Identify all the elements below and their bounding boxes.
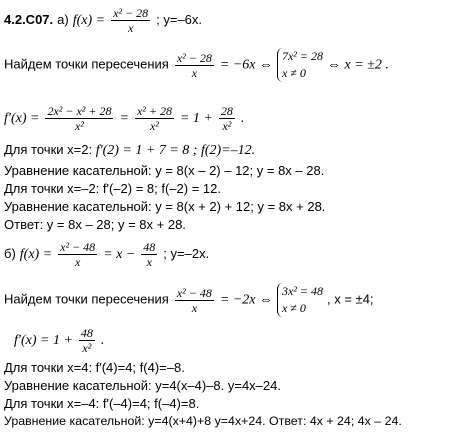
eq-fraction-b: $\frac{\text{x² − 48}}{x}$ xyxy=(176,285,212,315)
tangent1-a: Уравнение касательной: y = 8(x – 2) – 12; y = 8x – 28. xyxy=(4,163,325,178)
system-result: ⇔ x = ±2 . xyxy=(327,57,389,73)
tangent1-b: Уравнение касательной: y=4(x–4)–8. y=4x–24. xyxy=(4,378,281,393)
part-a-header xyxy=(4,6,202,35)
intersection-text: Найдем точки пересечения xyxy=(4,56,169,72)
equation-system: 7x² = 28 x ≠ 0 xyxy=(277,48,323,82)
equation-system-b: 3x² = 48 x ≠ 0 xyxy=(277,283,323,317)
point2-b: Для точки x=–4: f'(–4)=4; f(–4)=8. xyxy=(4,396,200,411)
deriv-frac-b: $\frac{48}{\text{x²}}$ xyxy=(80,326,93,355)
deriv-lhs: f′(x) = xyxy=(4,111,40,127)
point2-a: Для точки x=–2: f'(–2) = 8; f(–2) = 12. xyxy=(4,181,222,196)
point1-b: Для точки x=4: f′(4)=4; f(4)=–8. xyxy=(4,360,185,375)
derivative-row-b: f′(x) = 1 + $\frac{48}{\text{x²}}$ . xyxy=(14,326,105,355)
func-lhs: f(x) = xyxy=(72,13,106,29)
answer-a: Ответ: y = 8x – 28; y = 8x + 28. xyxy=(4,217,186,232)
part-b-label: б) xyxy=(4,246,16,262)
point1-row-a: Для точки x=2: f′(2) = 1 + 7 = 8 ; f(2)=–12. xyxy=(4,142,256,158)
deriv-frac-1: $\frac{\text{2x² − x² + 28}}{\text{x²}}$ xyxy=(47,104,112,133)
deriv-frac-3: $\frac{28}{\text{x²}}$ xyxy=(220,104,233,133)
eq-rhs: = −6x ⇔ xyxy=(219,57,273,73)
deriv-frac-2: $\frac{\text{x² + 28}}{\text{x²}}$ xyxy=(136,104,172,133)
tangent2-b: Уравнение касательной: y=4(x+4)+8 y=4x+24. Ответ: 4x + 24; 4x – 24. xyxy=(4,414,402,428)
part-a-label: а) xyxy=(57,12,69,28)
eq-fraction: $\frac{\text{x² − 28}}{x}$ xyxy=(176,50,212,80)
part-b-header: б) f(x) = $\frac{\text{x² − 48}}{x}$ = x − $\frac{48}{x}$ ; y=–2x. xyxy=(4,240,210,269)
derivative-row-a: f′(x) = $\frac{\text{2x² − x² + 28}}{\text{x²}}$ = $\frac{\text{x² + 28}}{\text{x²}}$ = 1 + $\frac{28}{\text{x²}}$ . xyxy=(4,104,245,133)
problem-id: 4.2.С07. xyxy=(4,12,54,28)
func-fraction-b: $\frac{\text{x² − 48}}{x}$ xyxy=(60,240,96,269)
intersection-row-a xyxy=(4,48,389,82)
deriv-prefix: = 1 + xyxy=(179,111,213,127)
tangent2-a: Уравнение касательной: y = 8(x + 2) + 12; y = 8x + 28. xyxy=(4,199,326,214)
intersection-row-b: Найдем точки пересечения $\frac{\text{x² − 48}}{x}$ = −2x ⇔ 3x² = 48 x ≠ 0 , x = ±4; xyxy=(4,284,374,315)
func-fraction-b2: $\frac{48}{x}$ xyxy=(143,240,156,269)
line-equation: ; y=–6x. xyxy=(156,12,203,28)
func-fraction: $\frac{\text{x² − 28}}{x}$ xyxy=(113,6,149,35)
